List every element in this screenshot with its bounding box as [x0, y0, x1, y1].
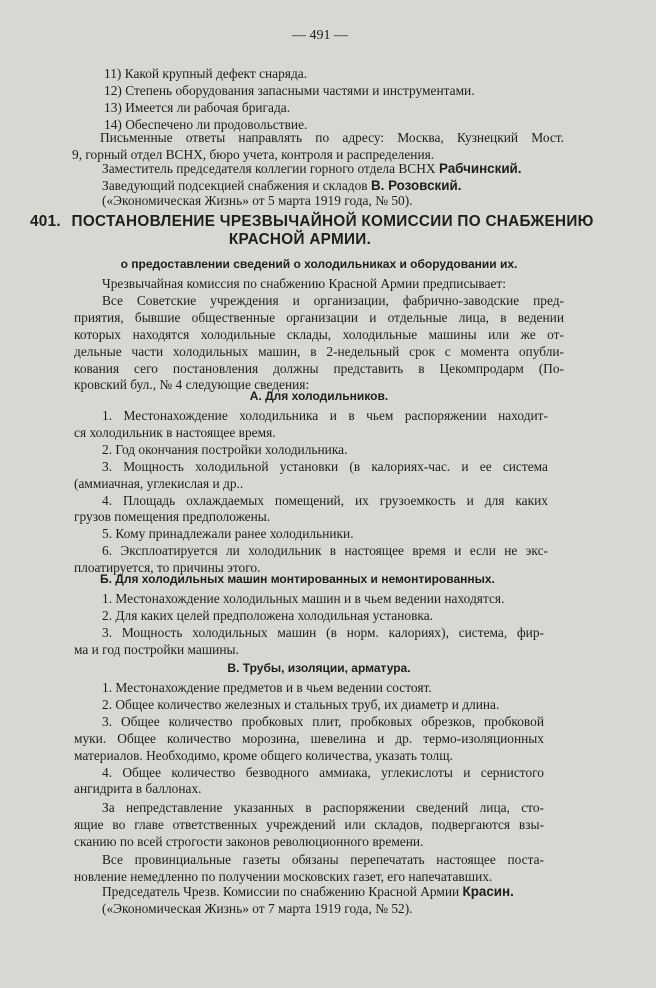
paragraph-line: дельные части холодильных машин, в 2-недельный срок с момента опубли- [74, 343, 564, 359]
list-item: 5. Кому принадлежали ранее холодильники. [102, 526, 354, 542]
list-item: 1. Местонахождение холодильника и в чьем распоряжении находит- [102, 408, 548, 423]
list-item: (аммиачная, углекислая и др.. [74, 475, 244, 491]
paragraph-line: кровский бул., № 4 следующие сведения: [74, 377, 310, 393]
list-item: ангидрита в баллонах. [74, 781, 202, 797]
address-line: 9, горный отдел ВСНХ, бюро учета, контроля и распределения. [72, 146, 435, 162]
signer-name: В. Розовский. [370, 178, 462, 193]
list-item: плоатируется, то причины этого. [74, 560, 261, 576]
list-item: муки. Общее количество морозина, шевелина и др. термо-изоляционных [74, 730, 544, 746]
paragraph-line: сканию по всей строгости законов революционного времени. [74, 833, 424, 849]
signer-title: Заведующий подсекцией снабжения и складов [102, 178, 368, 193]
document-subtitle: о предоставлении сведений о холодильниках и оборудовании их. [120, 257, 518, 271]
list-item: ся холодильник в настоящее время. [74, 424, 276, 440]
list-item: 4. Общее количество безводного аммиака, углекислоты и сернистого [102, 764, 544, 780]
address-block [72, 130, 564, 164]
list-item: 6. Эксплоатируется ли холодильник в настоящее время и если не экс- [102, 543, 548, 559]
section-heading-b: Б. Для холодильных машин монтированных и немонтированных. [100, 572, 495, 586]
newspaper-paragraph [74, 852, 544, 886]
address-line: Письменные ответы направлять по адресу: Москва, Кузнецкий Мост. [100, 130, 564, 145]
paragraph-line: которых находятся холодильные склады, холодильные машины или же от- [74, 326, 564, 342]
penalty-paragraph [74, 800, 544, 851]
list-item: 3. Общее количество пробковых плит, пробковых обрезков, пробковой [102, 713, 544, 729]
paragraph-line: За непредставление указанных в распоряжении сведений лица, сто- [102, 800, 544, 815]
signer-title: Председатель Чрезв. Комиссии по снабжению Красной Армии [102, 884, 460, 899]
paragraph-line: кования сего постановления должны представить в Цекомпродарм (По- [74, 360, 564, 376]
list-item: материалов. Необходимо, кроме общего количества, указать толщ. [74, 747, 453, 763]
source-citation: («Экономическая Жизнь» от 5 марта 1919 года, № 50). [102, 193, 413, 208]
top-list [74, 66, 560, 134]
intro-line: Чрезвычайная комиссия по снабжению Красной Армии предписывает: [102, 276, 507, 291]
list-item: 14) Обеспечено ли продовольствие. [104, 116, 308, 132]
main-paragraph [74, 276, 564, 394]
list-item: 2. Общее количество железных и стальных труб, их диаметр и длина. [102, 696, 500, 712]
signer-3 [102, 884, 572, 901]
list-item: 3. Мощность холодильных машин (в норм. калориях), система, фир- [102, 624, 544, 640]
list-item: 12) Степень оборудования запасными частями и инструментами. [104, 82, 475, 98]
list-item: 3. Мощность холодильной установки (в калориях-час. и ее система [102, 458, 548, 474]
section-heading-a: А. Для холодильников. [249, 389, 389, 403]
list-b [74, 591, 544, 659]
list-item: 4. Площадь охлаждаемых помещений, их грузоемкость и для каких [102, 492, 548, 508]
signer-name: Рабчинский. [438, 161, 522, 176]
list-item: ма и год постройки машины. [74, 641, 239, 657]
list-item: 1. Местонахождение предметов и в чьем ведении состоят. [102, 680, 432, 695]
signer-title: Заместитель председателя коллегии горного отдела ВСНХ [102, 161, 436, 176]
paragraph-line: Все Советские учреждения и организации, фабрично-заводские пред- [102, 292, 564, 308]
paragraph-line: ящие во главе ответственных учреждений или складов, подвергаются взы- [74, 816, 544, 832]
section-heading-c: В. Трубы, изоляции, арматура. [227, 661, 411, 675]
page-number: — 491 — [292, 28, 348, 43]
signer-1 [102, 161, 572, 178]
list-item: грузов помещения предположены. [74, 509, 271, 525]
list-item: 13) Имеется ли рабочая бригада. [104, 99, 291, 115]
paragraph-line: Все провинциальные газеты обязаны перепечатать настоящее поста- [102, 852, 544, 867]
document-title [30, 213, 594, 249]
list-a [74, 408, 548, 577]
title-line: КРАСНОЙ АРМИИ. [228, 231, 372, 248]
list-item: 2. Для каких целей предположена холодильная установка. [102, 607, 434, 623]
paragraph-line: приятия, бывшие общественные организации и отдельные лица, в ведении [74, 309, 564, 325]
document-number: 401. [30, 213, 61, 230]
list-item: 2. Год окончания постройки холодильника. [102, 441, 348, 457]
list-item: 1. Местонахождение холодильных машин и в чьем ведении находятся. [102, 591, 505, 606]
source-citation: («Экономическая Жизнь» от 7 марта 1919 года, № 52). [102, 901, 413, 916]
list-item: 11) Какой крупный дефект снаряда. [104, 66, 308, 81]
list-c [74, 680, 544, 798]
title-line: ПОСТАНОВЛЕНИЕ ЧРЕЗВЫЧАЙНОЙ КОМИССИИ ПО СНАБЖЕНИЮ [71, 213, 594, 230]
signer-name: Красин. [462, 884, 514, 899]
paragraph-line: новление немедленно по получении московских газет, его напечатавших. [74, 868, 493, 884]
